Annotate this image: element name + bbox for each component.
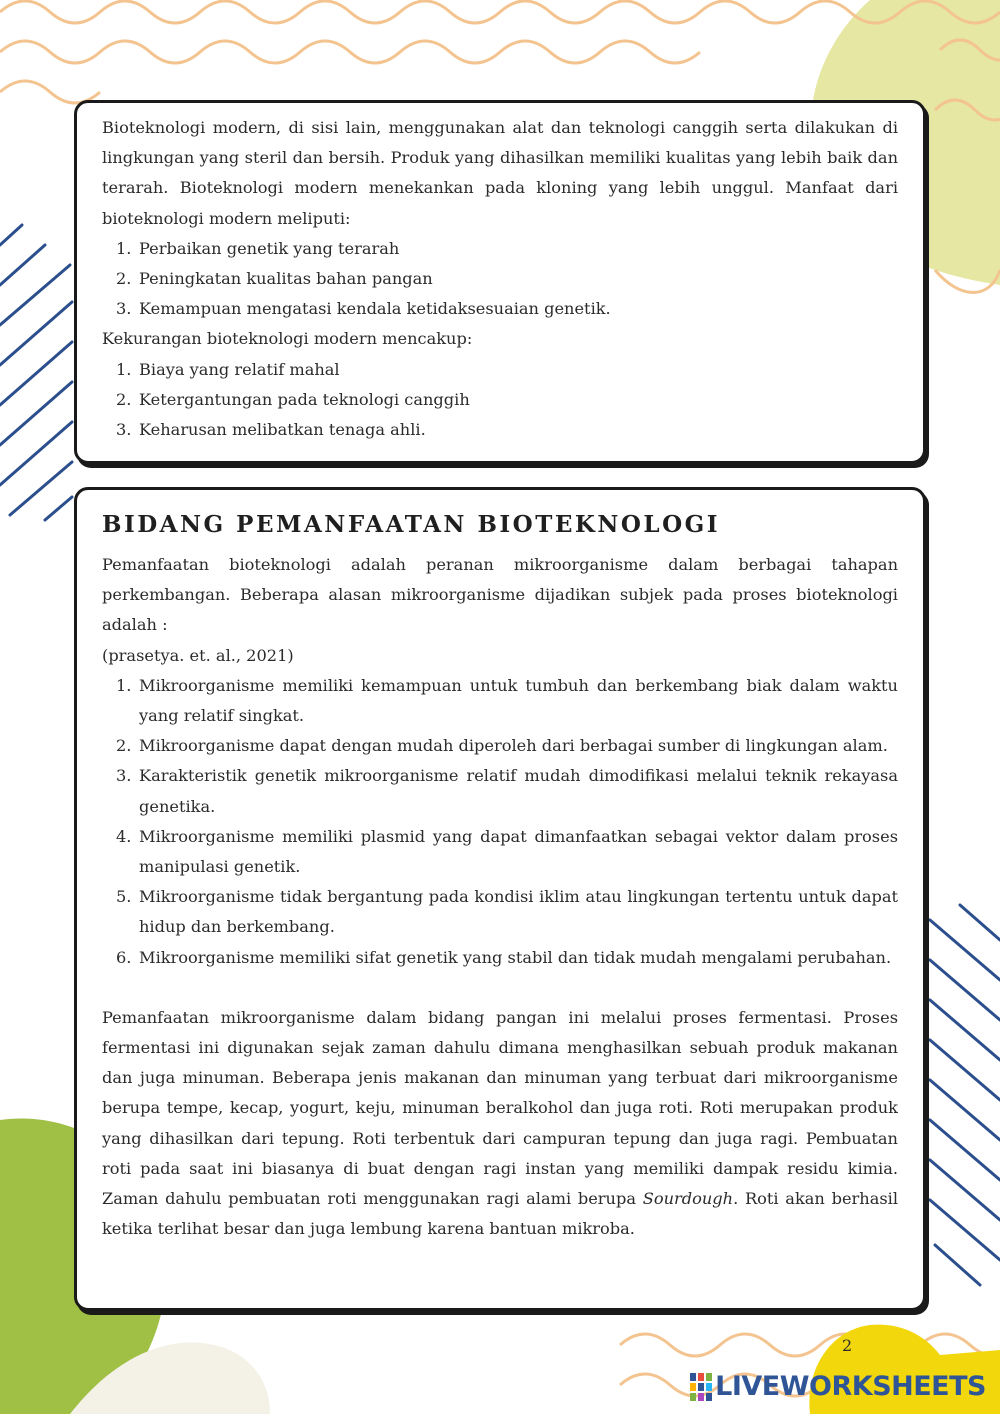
left-stripes [0, 225, 72, 520]
list-item: 2. Peningkatan kualitas bahan pangan [116, 269, 433, 289]
right-stripes [930, 905, 1000, 1285]
logo-grid-icon [690, 1373, 712, 1401]
spacer [102, 973, 898, 1003]
modern-biotech-intro: Bioteknologi modern, di sisi lain, menggunakan alat dan teknologi canggih serta dilakukan di lingkungan yang steril dan bersih. Produk yang dihasilkan memiliki kualitas yang lebih baik dan terarah. Bioteknologi modern menekankan pada kloning yang lebih unggul. Manfaat dari bioteknologi modern meliputi: [102, 118, 898, 228]
list-item: 1. Biaya yang relatif mahal [116, 359, 340, 379]
biotech-utilization-card [74, 487, 926, 1311]
list-item: 1. Mikroorganisme memiliki kemampuan untuk tumbuh dan berkembang biak dalam waktu yang relatif singkat. [116, 675, 898, 726]
fermentation-paragraph: Pemanfaatan mikroorganisme dalam bidang pangan ini melalui proses fermentasi. Proses fermentasi ini digunakan sejak zaman dahulu dimana menghasilkan sebuah produk makanan dan juga minuman. Beberapa jenis makanan dan minuman yang terbuat dari mikroorganisme berupa tempe, kecap, yogurt, keju, minuman beralkohol dan juga roti. Roti merupakan produk yang dihasilkan dari tepung. Roti terbentuk dari campuran tepung dan juga ragi. Pembuatan roti pada saat ini biasanya di buat dengan ragi instan yang memiliki dampak residu kimia. Zaman dahulu pembuatan roti menggunakan ragi alami berupa Sourdough. Roti akan berhasil ketika terlihat besar dan juga lembung karena bantuan mikroba. [102, 1007, 899, 1239]
liveworksheets-logo[interactable] [690, 1371, 986, 1402]
drawbacks-intro: Kekurangan bioteknologi modern mencakup: [102, 329, 473, 349]
list-item: 6. Mikroorganisme memiliki sifat genetik yang stabil dan tidak mudah mengalami perubahan. [116, 947, 892, 967]
utilization-intro: Pemanfaatan bioteknologi adalah peranan mikroorganisme dalam berbagai tahapan perkembangan. Beberapa alasan mikroorganisme dijadikan subjek pada proses bioteknologi adalah : [102, 555, 898, 635]
benefits-list [102, 234, 898, 325]
section-heading: BIDANG PEMANFAATAN BIOTEKNOLOGI [102, 511, 720, 538]
citation: (prasetya. et. al., 2021) [102, 645, 294, 665]
page-number: 2 [842, 1336, 853, 1355]
reasons-list [102, 671, 898, 973]
list-item: 3. Karakteristik genetik mikroorganisme relatif mudah dimodifikasi melalui teknik rekayasa genetika. [116, 766, 898, 816]
list-item: 4. Mikroorganisme memiliki plasmid yang dapat dimanfaatkan sebagai vektor dalam proses manipulasi genetik. [116, 826, 898, 877]
list-item: 2. Ketergantungan pada teknologi canggih [116, 389, 470, 409]
list-item: 1. Perbaikan genetik yang terarah [116, 238, 400, 258]
sourdough-term: Sourdough [642, 1189, 734, 1209]
list-item: 3. Kemampuan mengatasi kendala ketidaksesuaian genetik. [116, 299, 611, 319]
list-item: 2. Mikroorganisme dapat dengan mudah diperoleh dari berbagai sumber di lingkungan alam. [116, 736, 888, 756]
list-item: 3. Keharusan melibatkan tenaga ahli. [116, 420, 426, 440]
drawbacks-list [102, 355, 898, 446]
brand-name: LIVEWORKSHEETS [715, 1371, 986, 1402]
list-item: 5. Mikroorganisme tidak bergantung pada kondisi iklim atau lingkungan tertentu untuk dapat hidup dan berkembang. [116, 887, 898, 937]
modern-biotech-card [74, 100, 926, 464]
